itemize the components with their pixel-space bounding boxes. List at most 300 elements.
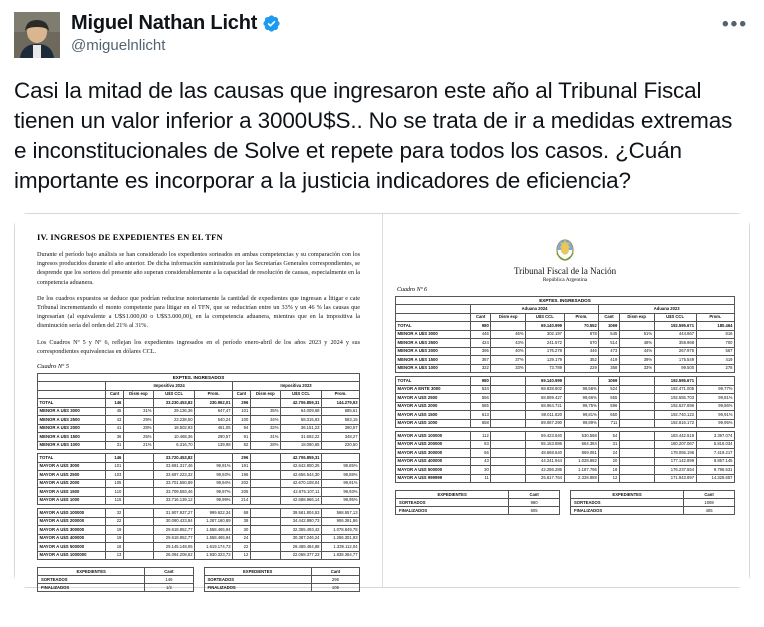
row-label: MAYOR A U$S 2000 xyxy=(396,402,471,411)
table-cell: 473 xyxy=(599,347,619,356)
table-cell xyxy=(619,474,654,483)
table-cell: 56 xyxy=(470,449,490,458)
table-cell xyxy=(250,462,280,471)
paragraph: Los Cuadros Nº 5 y Nº 6, reflejan los expedientes ingresados en el período enero-abril de los años 2023 y 2024 y sus correspondientes equivalencias en dólares CCL. xyxy=(37,338,361,355)
table-cell: 395 xyxy=(470,347,490,356)
organization-name: Tribunal Fiscal de la Nación xyxy=(513,266,617,276)
table-cell: 68.964.721 xyxy=(526,402,564,411)
document-screenshot xyxy=(15,214,749,591)
table-row xyxy=(396,356,735,365)
row-label: MENOR A U$S 2000 xyxy=(38,424,106,433)
table-row xyxy=(38,509,360,518)
table-cell xyxy=(250,551,280,560)
mini-row xyxy=(396,499,560,507)
table-cell xyxy=(491,440,526,449)
table-row xyxy=(396,449,735,458)
table-row xyxy=(38,534,360,543)
table-cell: 444.667 xyxy=(654,330,696,339)
table-cell xyxy=(491,394,526,403)
table-cell: 32 xyxy=(106,509,124,518)
table-cell: 33.709.593,46 xyxy=(154,488,195,497)
table-cell: 55.153.886 xyxy=(526,440,564,449)
table-cell: 424 xyxy=(470,339,490,348)
col-header: Cant xyxy=(106,390,124,399)
table-cell xyxy=(619,419,654,428)
table-cell: 35% xyxy=(250,407,280,416)
table-cell: 69.067.290 xyxy=(526,419,564,428)
table-cell: 12 xyxy=(599,474,619,483)
table-cell: 13 xyxy=(106,551,124,560)
table-cell: 69.140.999 xyxy=(526,377,564,386)
col-header: U$S CCL xyxy=(280,390,321,399)
table-cell xyxy=(491,432,526,441)
table-header-row xyxy=(396,313,735,322)
row-label: MAYOR A U$S 500000 xyxy=(396,466,471,475)
row-label: MAYOR A U$S 1500 xyxy=(396,411,471,420)
table-cell: 25.617.764 xyxy=(526,474,564,483)
table-cell: 1.558.465,94 xyxy=(195,526,233,535)
table-cell: 110 xyxy=(106,488,124,497)
table-cell: 42.706.859,31 xyxy=(280,454,321,463)
table-cell: 31.692,22 xyxy=(280,433,321,442)
table-cell: 177.142.899 xyxy=(654,457,696,466)
table-header-row xyxy=(38,390,360,399)
table-row xyxy=(38,543,360,552)
table-caption: Cuadro Nº 5 xyxy=(37,363,69,371)
table-cell: 192.595.671 xyxy=(654,377,696,386)
display-name: Miguel Nathan Licht xyxy=(71,12,258,34)
table-cell xyxy=(491,474,526,483)
mini-row xyxy=(38,584,194,592)
table-cell: 296 xyxy=(233,454,251,463)
table-cell: 290,57 xyxy=(195,433,233,442)
mini-header-row xyxy=(204,568,360,576)
table-cell xyxy=(564,377,599,386)
group-header: Impositiva 2024 xyxy=(106,382,233,391)
table-cell: 99,93% xyxy=(195,471,233,480)
col-header: U$S CCL xyxy=(654,313,696,322)
col-header: Cant xyxy=(599,313,619,322)
table-row xyxy=(38,479,360,488)
table-cell: 42.642.800,25 xyxy=(280,462,321,471)
table-row xyxy=(38,496,360,505)
table-cell: 18.502,93 xyxy=(154,424,195,433)
table-cell: 180.207.067 xyxy=(654,440,696,449)
mini-row xyxy=(204,576,360,584)
table-cell xyxy=(123,526,153,535)
table-cell: 146 xyxy=(106,399,124,408)
letterhead xyxy=(395,234,735,283)
table-ingresos-aduana xyxy=(395,304,735,483)
table-cell: 48% xyxy=(619,339,654,348)
table-cell: 59.423.640 xyxy=(526,432,564,441)
table-cell xyxy=(250,479,280,488)
table-cell xyxy=(123,496,153,505)
mini-title-count: Cant xyxy=(509,491,560,499)
table-cell: 22.068.377,23 xyxy=(280,551,321,560)
row-label: MENOR A U$S 3000 xyxy=(38,407,106,416)
table-cell: 70.552 xyxy=(564,322,599,331)
row-label: MENOR A U$S 2500 xyxy=(38,416,106,425)
table-cell: 39.561.804,53 xyxy=(280,509,321,518)
table-row xyxy=(38,441,360,450)
table-cell: 99,86% xyxy=(696,402,734,411)
table-cell xyxy=(250,534,280,543)
mini-title-count: Cant xyxy=(684,491,735,499)
mini-value: 1069 xyxy=(684,499,735,507)
table-cell: 178.055.196 xyxy=(654,449,696,458)
verified-badge-icon xyxy=(262,14,281,33)
table-row xyxy=(396,466,735,475)
table-cell: 37% xyxy=(491,356,526,365)
table-cell: 1.558.465,94 xyxy=(195,534,233,543)
table-cell: 33.691.317,46 xyxy=(154,462,195,471)
table-cell xyxy=(619,385,654,394)
table-cell: 33.716.139,12 xyxy=(154,496,195,505)
table-row xyxy=(38,526,360,535)
table-cell: 36.151,23 xyxy=(280,424,321,433)
table-cell: 100 xyxy=(233,416,251,425)
table-cell: 545 xyxy=(599,330,619,339)
table-cell: 34.442.890,73 xyxy=(280,517,321,526)
row-label: MENOR A U$S 2000 xyxy=(396,347,471,356)
mini-key: FINALIZADOS xyxy=(204,584,311,592)
argentina-crest-icon xyxy=(552,234,578,264)
table-row xyxy=(396,322,735,331)
mini-tables-left xyxy=(37,567,360,592)
row-label: MAYOR A U$S 200000 xyxy=(38,517,106,526)
table-cell: 700 xyxy=(696,339,734,348)
table-cell: 570 xyxy=(564,339,599,348)
table-title-band: EXPTES. INGRESADOS xyxy=(395,296,735,304)
table-cell: 647,47 xyxy=(195,407,233,416)
mini-value: 146 xyxy=(145,576,193,584)
mini-title: EXPEDIENTES xyxy=(571,491,684,499)
table-cell: 419 xyxy=(599,356,619,365)
mini-tables-right xyxy=(395,490,735,515)
table-cell: 650 xyxy=(599,411,619,420)
expedientes-summary-aduana-2023 xyxy=(570,490,735,515)
paragraph: De los cuadros expuestos se deduce que podrían reducirse notoriamente la cantidad de expedientes que ingresan a litigar e cate Tribunal incrementando el monto competente para litigar en el TFN, que se reducirían entre un 33% y un 46 % las causas que ingresarían (al equivalente a U$S1.000,00 o U$S3.000,00), en la competencia aduanera, mientras que en la impositiva la disminución sería del orden del 21% al 31%. xyxy=(37,294,361,330)
table-cell: 105 xyxy=(106,479,124,488)
table-cell: 202 xyxy=(233,479,251,488)
table-cell: 11 xyxy=(470,474,490,483)
table-cell: 530.568 xyxy=(564,432,599,441)
table-cell: 555 xyxy=(599,394,619,403)
table-cell: 658 xyxy=(470,419,490,428)
table-cell: 30 xyxy=(470,466,490,475)
table-cell: 36 xyxy=(106,433,124,442)
table-cell: 18.080,65 xyxy=(280,441,321,450)
row-label: MAYOR A U$S 500000 xyxy=(38,543,106,552)
row-label: MAYOR A U$S 200000 xyxy=(396,440,471,449)
mini-value: 105 xyxy=(311,584,359,592)
table-cell: 214 xyxy=(233,496,251,505)
table-cell: 99,97% xyxy=(195,488,233,497)
mini-row xyxy=(571,499,735,507)
table-cell xyxy=(491,377,526,386)
display-name-row xyxy=(71,11,281,35)
table-row xyxy=(396,385,735,394)
table-cell: 21% xyxy=(123,441,153,450)
table-cell: 19 xyxy=(106,526,124,535)
table-cell: 390,57 xyxy=(322,424,360,433)
table-cell xyxy=(123,471,153,480)
table-row xyxy=(396,339,735,348)
table-cell xyxy=(123,479,153,488)
avatar[interactable] xyxy=(14,12,60,58)
table-row xyxy=(38,399,360,408)
table-cell: 45 xyxy=(106,407,124,416)
table-row xyxy=(38,462,360,471)
mini-title: EXPEDIENTES xyxy=(204,568,311,576)
table-cell: 99,81% xyxy=(564,411,599,420)
document-page-left xyxy=(15,214,382,591)
document-page-right xyxy=(382,214,749,587)
table-cell xyxy=(491,419,526,428)
table-cell: 1.930.323,73 xyxy=(195,551,233,560)
avatar-image xyxy=(14,12,60,58)
table-cell: 18 xyxy=(106,543,124,552)
table-cell: 29.618.852,77 xyxy=(154,534,195,543)
table-row xyxy=(396,440,735,449)
row-label: MAYOR A U$S 100000 xyxy=(396,432,471,441)
table-cell: 12 xyxy=(233,551,251,560)
table-cell: 192.471.005 xyxy=(654,385,696,394)
table-cell xyxy=(123,551,153,560)
table-cell xyxy=(619,377,654,386)
table-cell: 115 xyxy=(106,496,124,505)
table-cell: 43 xyxy=(106,416,124,425)
table-cell: 352 xyxy=(564,356,599,365)
more-options-button[interactable]: ••• xyxy=(722,14,748,35)
col-header: Prom. xyxy=(564,313,599,322)
table-cell: 99.500 xyxy=(654,364,696,373)
table-cell xyxy=(195,454,233,463)
table-cell xyxy=(123,454,153,463)
mini-title: EXPEDIENTES xyxy=(396,491,509,499)
expedientes-summary-2024 xyxy=(37,567,194,592)
table-cell: 33% xyxy=(491,364,526,373)
table-cell: 101 xyxy=(233,407,251,416)
table-cell: 192.740.122 xyxy=(654,411,696,420)
table-cell: 99,81% xyxy=(696,394,734,403)
table-cell: 42.286.286 xyxy=(526,466,564,475)
table-cell: 43% xyxy=(491,339,526,348)
table-cell xyxy=(123,462,153,471)
table-cell: 99,99% xyxy=(195,496,233,505)
table-cell: 514 xyxy=(599,339,619,348)
mini-row xyxy=(396,507,560,515)
table-cell: 29.618.852,77 xyxy=(154,526,195,535)
table-cell: 22 xyxy=(233,543,251,552)
table-cell xyxy=(619,402,654,411)
table-cell: 22 xyxy=(106,517,124,526)
mini-key: FINALIZADOS xyxy=(396,507,509,515)
col-header: Dism exp xyxy=(491,313,526,322)
row-label: MENOR A U$S 1000 xyxy=(396,364,471,373)
table-cell xyxy=(491,449,526,458)
table-cell: 1.028.882 xyxy=(564,457,599,466)
table-cell: 583,15 xyxy=(322,416,360,425)
table-cell: 42.656.544,30 xyxy=(280,471,321,480)
table-cell: 112 xyxy=(470,432,490,441)
col-header: Cant xyxy=(233,390,251,399)
tweet-header xyxy=(14,10,750,58)
table-cell: 322 xyxy=(470,364,490,373)
table-cell: 869.081 xyxy=(564,449,599,458)
group-header: Aduana 2024 xyxy=(470,305,598,314)
table-cell: 19 xyxy=(106,534,124,543)
table-cell: 183.442.619 xyxy=(654,432,696,441)
table-cell: 192.595.671 xyxy=(654,322,696,331)
table-cell: 176.278 xyxy=(526,347,564,356)
table-cell: 6.316,70 xyxy=(154,441,195,450)
table-cell xyxy=(250,454,280,463)
row-label: MAYOR A U$S 2000 xyxy=(38,479,106,488)
table-cell: 9.796.531 xyxy=(696,466,734,475)
mini-key: SORTEADOS xyxy=(204,576,311,584)
row-label: TOTAL xyxy=(396,377,471,386)
table-cell: 40% xyxy=(491,347,526,356)
col-header: Dism exp xyxy=(123,390,153,399)
table-cell: 7.419.217 xyxy=(696,449,734,458)
table-cell: 33.230.453,82 xyxy=(154,399,195,408)
table-cell xyxy=(123,517,153,526)
col-header: U$S CCL xyxy=(526,313,564,322)
table-row xyxy=(38,454,360,463)
table-cell: 99,77% xyxy=(696,385,734,394)
table-group-header-row xyxy=(38,382,360,391)
table-cell: 31.907.937,27 xyxy=(154,509,195,518)
table-cell: 101 xyxy=(106,462,124,471)
table-cell: 29% xyxy=(123,416,153,425)
table-cell xyxy=(123,399,153,408)
table-row xyxy=(396,394,735,403)
table-cell: 348,27 xyxy=(322,433,360,442)
tweet-media-image[interactable] xyxy=(14,213,750,591)
table-cell: 29.488.484,88 xyxy=(280,543,321,552)
table-cell xyxy=(491,322,526,331)
table-cell: 54 xyxy=(599,432,619,441)
row-label: MAYOR A U$S 100000 xyxy=(38,509,106,518)
corner-cell xyxy=(38,390,106,399)
organization-subtitle: República Argentina xyxy=(542,277,588,283)
table-cell: 68.899.427 xyxy=(526,394,564,403)
mini-value: 405 xyxy=(684,507,735,515)
table-cell xyxy=(619,394,654,403)
paragraph: Durante el período bajo análisis se han considerado los expedientes sorteados en ambas competencias y su comparación con los ingresos producidos durante el año anterior. De dicha información suministrada por las Secretarías Generales correspondientes, se desprende que los sorteos del presente año superan considerablemente a la capacidad de resolución de causas, especialmente en la competencia aduanera. xyxy=(37,251,361,286)
mini-header-row xyxy=(571,491,735,499)
table-cell: 556 xyxy=(470,394,490,403)
table-cell: 367 xyxy=(470,356,490,365)
row-label: MENOR A U$S 1000 xyxy=(38,441,106,450)
table-cell: 99,66% xyxy=(564,394,599,403)
mini-title: EXPEDIENTES xyxy=(38,568,145,576)
table-cell: 220,50 xyxy=(322,441,360,450)
table-cell: 664.384 xyxy=(564,440,599,449)
table-cell: 42.688.966,14 xyxy=(280,496,321,505)
table-cell xyxy=(491,402,526,411)
table-cell: 103 xyxy=(106,471,124,480)
table-cell xyxy=(619,432,654,441)
mini-key: FINALIZADOS xyxy=(571,507,684,515)
col-header: Cant xyxy=(470,313,490,322)
group-header: Aduana 2023 xyxy=(599,305,735,314)
table-cell: 3.397.074 xyxy=(696,432,734,441)
mini-value: 605 xyxy=(509,507,560,515)
table-cell: 24 xyxy=(233,534,251,543)
row-label: MAYOR A U$S 3000 xyxy=(38,462,106,471)
corner-cell xyxy=(38,382,106,391)
mini-key: SORTEADOS xyxy=(571,499,684,507)
table-cell: 144.279,93 xyxy=(322,399,360,408)
table-row xyxy=(38,488,360,497)
table-cell xyxy=(123,509,153,518)
table-cell xyxy=(619,449,654,458)
table-cell: 205 xyxy=(233,488,251,497)
table-cell: 906.391,86 xyxy=(322,517,360,526)
table-cell: 42.706.859,31 xyxy=(280,399,321,408)
user-handle[interactable]: @miguelnlicht xyxy=(71,37,166,54)
corner-cell xyxy=(396,313,471,322)
table-cell: 99,91% xyxy=(696,411,734,420)
table-cell: 1.838.364,77 xyxy=(322,551,360,560)
table-cell: 567 xyxy=(696,347,734,356)
table-cell: 99,75% xyxy=(564,402,599,411)
table-cell: 24 xyxy=(599,449,619,458)
table-cell: 48.668.540 xyxy=(526,449,564,458)
table-cell xyxy=(123,534,153,543)
row-label: MAYOR A U$S 999999 xyxy=(396,474,471,483)
table-cell xyxy=(250,517,280,526)
table-cell: 358 xyxy=(599,364,619,373)
table-row xyxy=(396,402,735,411)
table-cell: 568.557,13 xyxy=(322,509,360,518)
mini-key: SORTEADOS xyxy=(396,499,509,507)
table-cell: 38 xyxy=(233,517,251,526)
table-cell: 192.816.172 xyxy=(654,419,696,428)
table-cell xyxy=(491,466,526,475)
table-cell: 5.816.034 xyxy=(696,440,734,449)
table-cell: 176.237.554 xyxy=(654,466,696,475)
mini-row xyxy=(571,507,735,515)
table-cell xyxy=(250,496,280,505)
row-label: MAYOR A U$S 400000 xyxy=(38,534,106,543)
row-label: MENOR A U$S 1500 xyxy=(38,433,106,442)
table-cell: 99,94% xyxy=(195,479,233,488)
table-cell: 18 xyxy=(599,466,619,475)
table-cell: 32% xyxy=(250,424,280,433)
row-label: TOTAL xyxy=(38,454,106,463)
table-cell: 69.011.820 xyxy=(526,411,564,420)
table-cell: 30.090.423,84 xyxy=(154,517,195,526)
table-caption: Cuadro Nº 6 xyxy=(397,287,428,293)
table-cell: 1.078.849,78 xyxy=(322,526,360,535)
table-cell: 585 xyxy=(470,402,490,411)
table-cell: 302.197 xyxy=(526,330,564,339)
table-cell xyxy=(619,466,654,475)
table-cell: 39% xyxy=(619,356,654,365)
table-cell: 139,98 xyxy=(195,441,233,450)
row-label: TOTAL xyxy=(38,399,106,408)
table-cell: 267.976 xyxy=(654,347,696,356)
table-cell: 68.838.802 xyxy=(526,385,564,394)
row-label: MAYOR A U$S 300000 xyxy=(396,449,471,458)
table-cell: 32.355.493,42 xyxy=(280,526,321,535)
table-cell: 28% xyxy=(250,441,280,450)
table-row xyxy=(396,474,735,483)
